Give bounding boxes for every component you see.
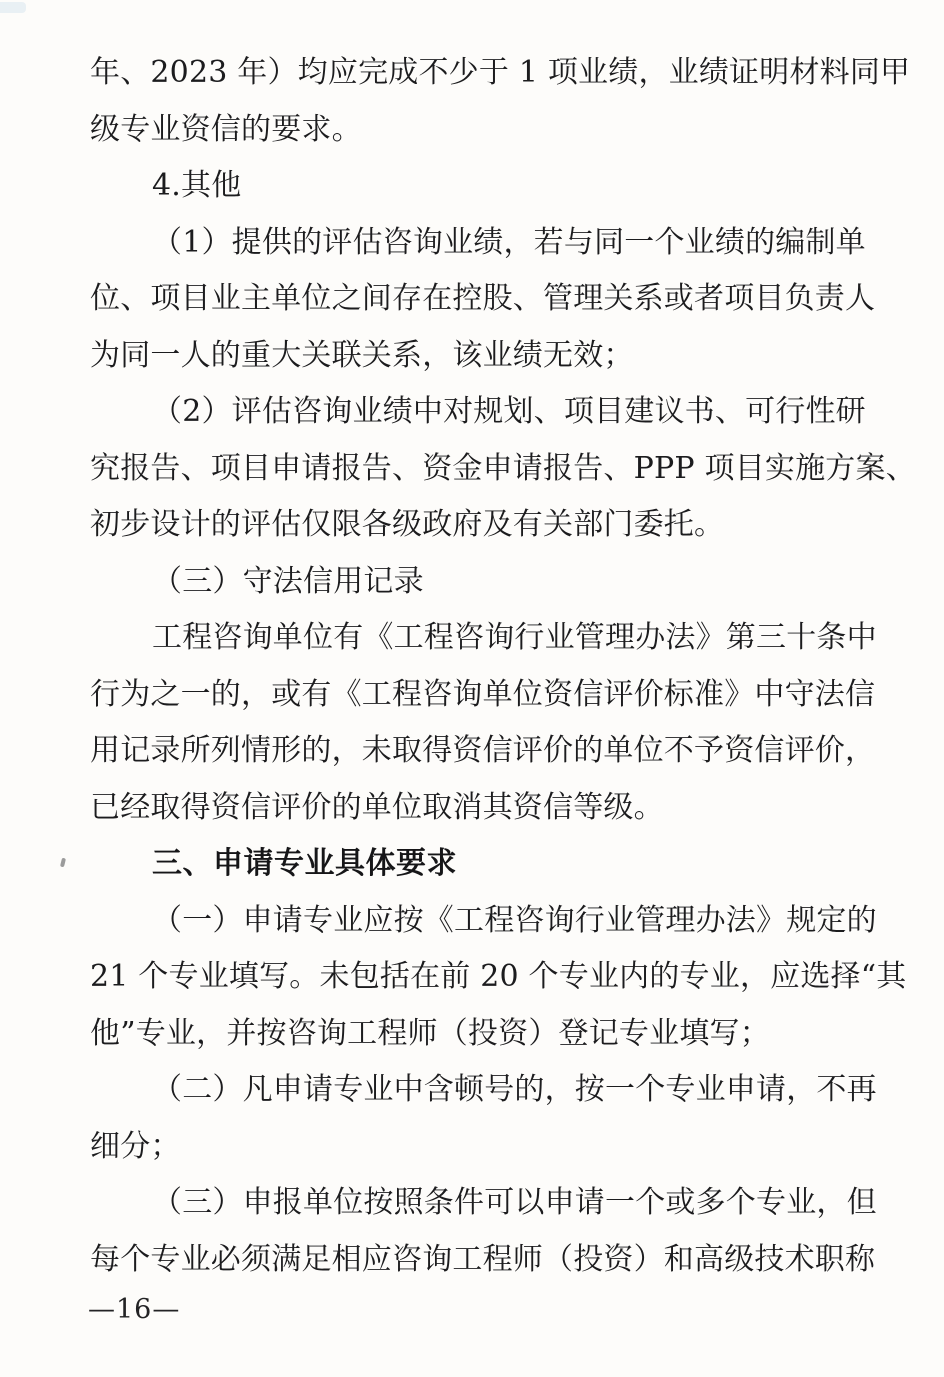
section-heading: 三、申请专业具体要求 bbox=[152, 846, 457, 881]
scan-edge-artifact bbox=[60, 858, 66, 868]
text-line: （1）提供的评估咨询业绩，若与同一个业绩的编制单 bbox=[152, 224, 866, 260]
text-line: 用记录所列情形的，未取得资信评价的单位不予资信评价， bbox=[90, 733, 876, 768]
text-line: （2）评估咨询业绩中对规划、项目建议书、可行性研 bbox=[152, 394, 866, 429]
subsection-heading: （三）守法信用记录 bbox=[152, 563, 424, 599]
text-line: 究报告、项目申请报告、资金申请报告、PPP 项目实施方案、 bbox=[90, 450, 916, 486]
text-line: 工程咨询单位有《工程咨询行业管理办法》第三十条中 bbox=[152, 620, 877, 655]
text-line: （一）申请专业应按《工程咨询行业管理办法》规定的 bbox=[152, 902, 877, 938]
text-line: 已经取得资信评价的单位取消其资信等级。 bbox=[90, 789, 664, 825]
text-line: 4.其他 bbox=[152, 168, 242, 203]
text-line: 他”专业，并按咨询工程师（投资）登记专业填写； bbox=[90, 1015, 770, 1051]
text-line: （二）凡申请专业中含顿号的，按一个专业申请，不再 bbox=[152, 1072, 877, 1107]
text-line: 年、2023 年）均应完成不少于 1 项业绩，业绩证明材料同甲 bbox=[90, 55, 911, 90]
document-body bbox=[90, 45, 916, 1288]
text-line: 每个专业必须满足相应咨询工程师（投资）和高级技术职称 bbox=[90, 1241, 876, 1277]
text-line: 初步设计的评估仅限各级政府及有关部门委托。 bbox=[90, 507, 725, 542]
scan-corner-smudge bbox=[0, 2, 26, 13]
text-line: （三）申报单位按照条件可以申请一个或多个专业，但 bbox=[152, 1185, 877, 1220]
text-line: 细分； bbox=[90, 1128, 181, 1164]
text-line: 21 个专业填写。未包括在前 20 个专业内的专业，应选择“其 bbox=[90, 959, 907, 994]
text-line: 为同一人的重大关联关系，该业绩无效； bbox=[90, 337, 634, 373]
text-line: 级专业资信的要求。 bbox=[90, 111, 362, 147]
text-line: 行为之一的，或有《工程咨询单位资信评价标准》中守法信 bbox=[90, 676, 876, 712]
page-number: —16— bbox=[88, 1294, 181, 1325]
text-line: 位、项目业主单位之间存在控股、管理关系或者项目负责人 bbox=[90, 281, 876, 316]
